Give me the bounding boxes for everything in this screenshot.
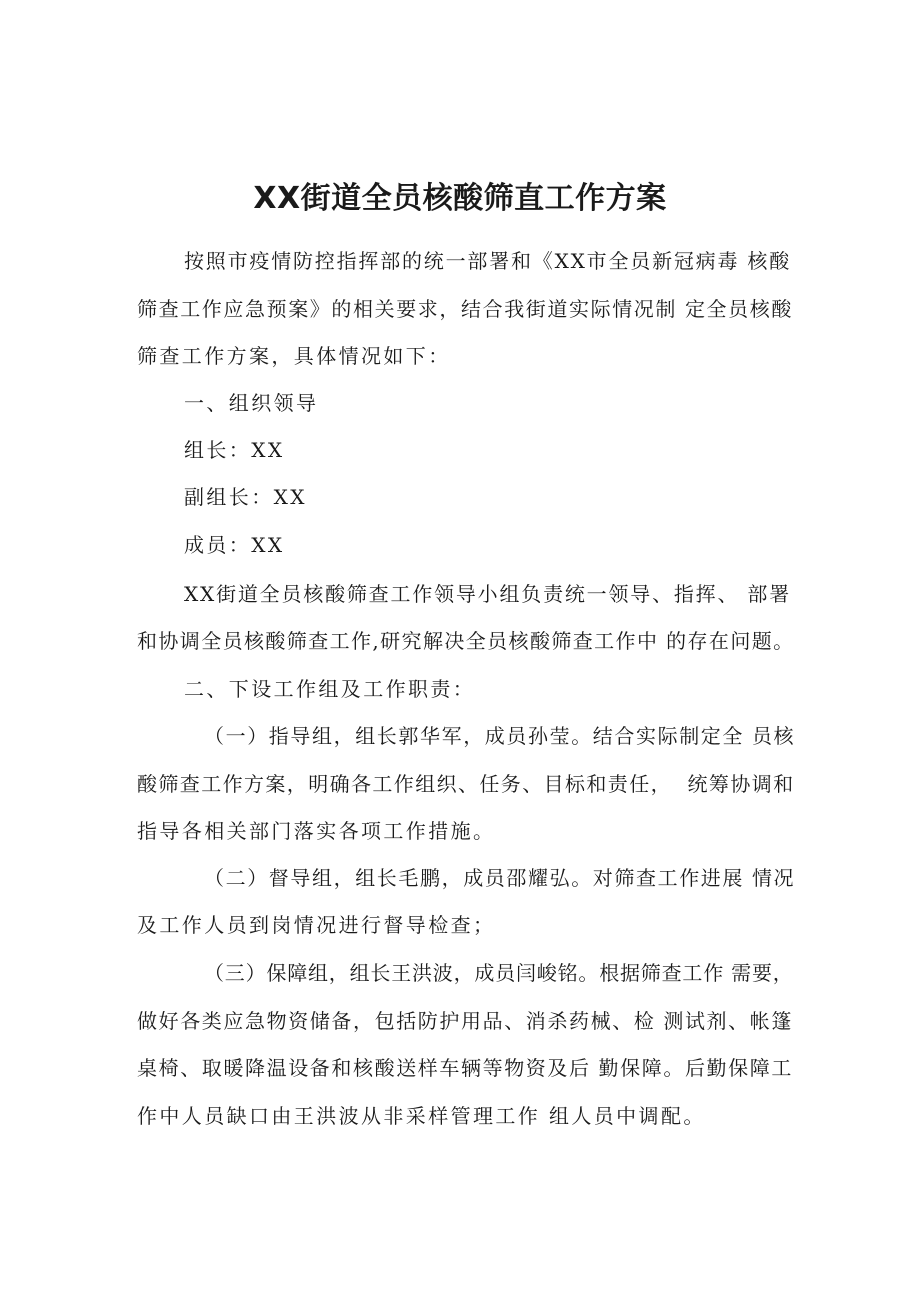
group-1-line-2: 酸筛查工作方案，明确各工作组织、任务、目标和责任， 统筹协调和 <box>137 772 795 796</box>
group-leader: 组长：XX <box>184 438 285 462</box>
group-2-line-1: （二）督导组，组长毛鹏，成员邵耀弘。对筛查工作进展 情况 <box>204 866 796 890</box>
intro-line-2: 筛查工作应急预案》的相关要求，结合我街道实际情况制 定全员核酸 <box>137 297 793 321</box>
group-1-line-1: （一）指导组，组长郭华军，成员孙莹。结合实际制定全 员核 <box>204 724 796 748</box>
duty-line-2: 和协调全员核酸筛查工作,研究解决全员核酸筛查工作中 的存在问题。 <box>137 629 795 653</box>
section-1-heading: 一、组织领导 <box>184 391 319 415</box>
deputy-leader: 副组长：XX <box>184 485 307 509</box>
intro-line-1: 按照市疫情防控指挥部的统一部署和《XX市全员新冠病毒 核酸 <box>184 249 792 273</box>
duty-line-1: XX街道全员核酸筛查工作领导小组负责统一领导、指挥、 部署 <box>184 582 792 606</box>
group-3-line-4: 作中人员缺口由王洪波从非采样管理工作 组人员中调配。 <box>137 1104 706 1128</box>
document-title: XX街道全员核酸筛直工作方案 <box>253 181 667 216</box>
group-2-line-2: 及工作人员到岗情况进行督导检查； <box>137 913 496 937</box>
members: 成员：XX <box>184 533 285 557</box>
group-1-line-3: 指导各相关部门落实各项工作措施。 <box>137 819 496 843</box>
group-3-line-2: 做好各类应急物资储备，包括防护用品、消杀药械、检 测试剂、帐篷 <box>137 1009 793 1033</box>
intro-line-3: 筛查工作方案，具体情况如下： <box>137 344 451 368</box>
section-2-heading: 二、下设工作组及工作职责： <box>184 677 476 701</box>
group-3-line-1: （三）保障组，组长王洪波，成员闫峻铭。根据筛查工作 需要， <box>204 961 794 985</box>
group-3-line-3: 桌椅、取暖降温设备和核酸送样车辆等物资及后 勤保障。后勤保障工 <box>137 1056 793 1080</box>
